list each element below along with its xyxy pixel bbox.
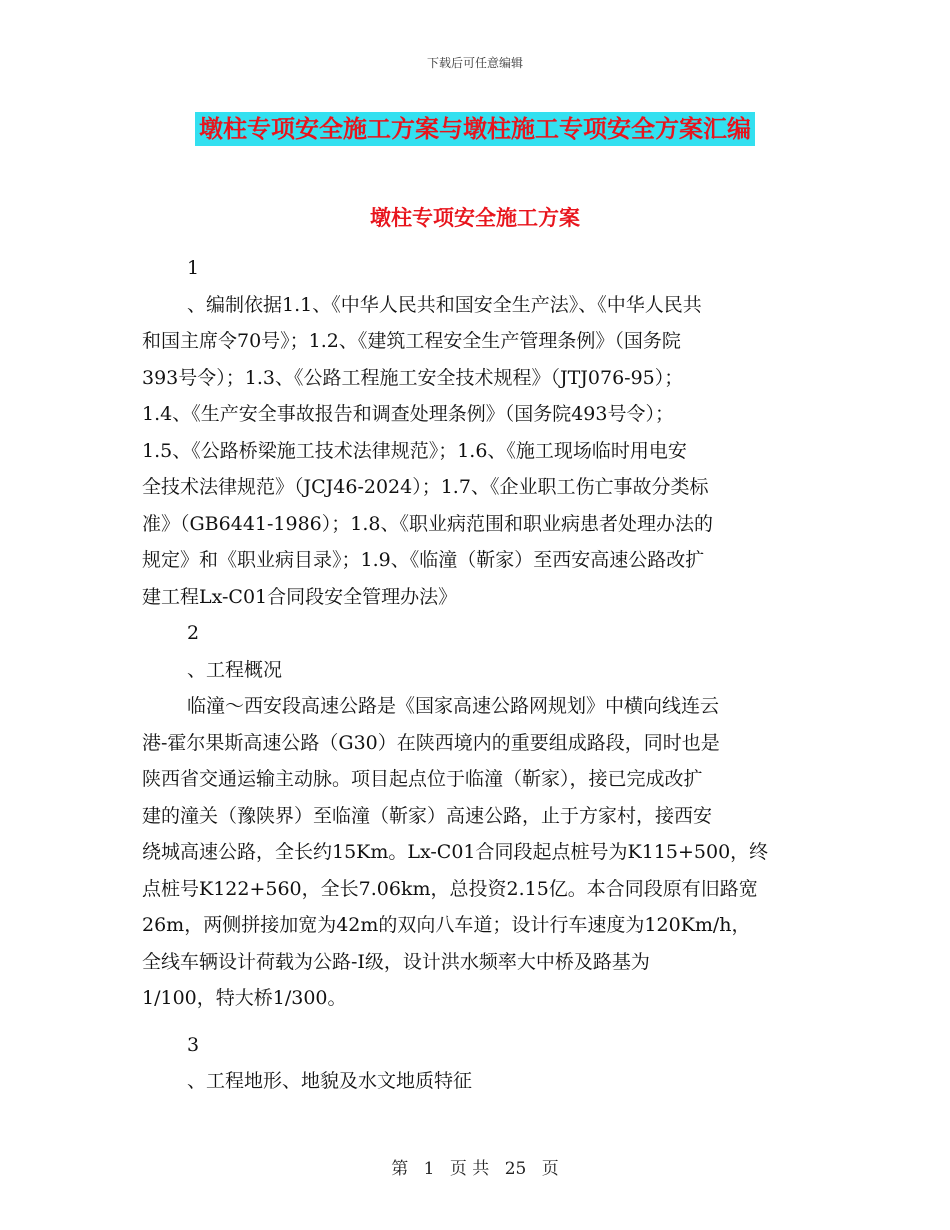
paragraph-line: 和国主席令70号》；1.2、《建筑工程安全生产管理条例》（国务院: [142, 330, 681, 352]
paragraph-line: 陕西省交通运输主动脉。项目起点位于临潼（靳家），接已完成改扩: [142, 768, 703, 790]
page-footer: [0, 1154, 950, 1179]
section-number: 3: [187, 1033, 200, 1056]
document-body: [142, 250, 812, 1100]
section-heading: 、工程概况: [187, 658, 283, 681]
paragraph-line: 、编制依据1.1、《中华人民共和国安全生产法》、《中华人民共: [187, 293, 702, 316]
section-title: 墩柱专项安全施工方案: [370, 205, 580, 230]
footer-mid: 页 共: [449, 1159, 490, 1179]
paragraph-line: 建工程Lx-C01合同段安全管理办法》: [142, 585, 458, 608]
paragraph-line: 全技术法律规范》（JCJ46-2024）；1.7、《企业职工伤亡事故分类标: [142, 476, 709, 498]
footer-total-pages: 25: [504, 1159, 527, 1179]
paragraph-line: 港-霍尔果斯高速公路（G30）在陕西境内的重要组成路段，同时也是: [142, 731, 720, 754]
paragraph-line: 393号令）；1.3、《公路工程施工安全技术规程》（JTJ076-95）；: [142, 366, 684, 389]
paragraph-line: 临潼～西安段高速公路是《国家高速公路网规划》中横向线连云: [187, 695, 720, 717]
footer-page-number: 1: [423, 1159, 435, 1179]
paragraph-line: 全线车辆设计荷载为公路-Ⅰ级，设计洪水频率大中桥及路基为: [142, 950, 650, 973]
section-heading: 、工程地形、地貌及水文地质特征: [187, 1070, 473, 1092]
paragraph-line: 准》（GB6441-1986）；1.8、《职业病范围和职业病患者处理办法的: [142, 512, 713, 535]
paragraph-line: 建的潼关（豫陕界）至临潼（靳家）高速公路，止于方家村，接西安: [142, 804, 713, 827]
paragraph-line: 1.5、《公路桥梁施工技术法律规范》；1.6、《施工现场临时用电安: [142, 439, 687, 462]
paragraph-line: 1.4、《生产安全事故报告和调查处理条例》（国务院493号令）；: [142, 403, 674, 425]
footer-suffix: 页: [541, 1159, 559, 1179]
paragraph-line: 点桩号K122+560，全长7.06km，总投资2.15亿。本合同段原有旧路宽: [142, 877, 758, 900]
paragraph-line: 绕城高速公路，全长约15Km。Lx-C01合同段起点桩号为K115+500，终: [142, 841, 769, 863]
footer-prefix: 第: [391, 1159, 409, 1179]
paragraph-line: 1/100，特大桥1/300。: [142, 987, 347, 1009]
header-note: 下载后可任意编辑: [426, 56, 523, 70]
section-number: 1: [187, 257, 200, 279]
paragraph-line: 规定》和《职业病目录》；1.9、《临潼（靳家）至西安高速公路改扩: [142, 549, 705, 571]
section-number: 2: [187, 622, 200, 644]
document-title: 墩柱专项安全施工方案与墩柱施工专项安全方案汇编: [195, 112, 755, 146]
paragraph-line: 26m，两侧拼接加宽为42m的双向八车道；设计行车速度为120Km/h，: [142, 914, 751, 936]
